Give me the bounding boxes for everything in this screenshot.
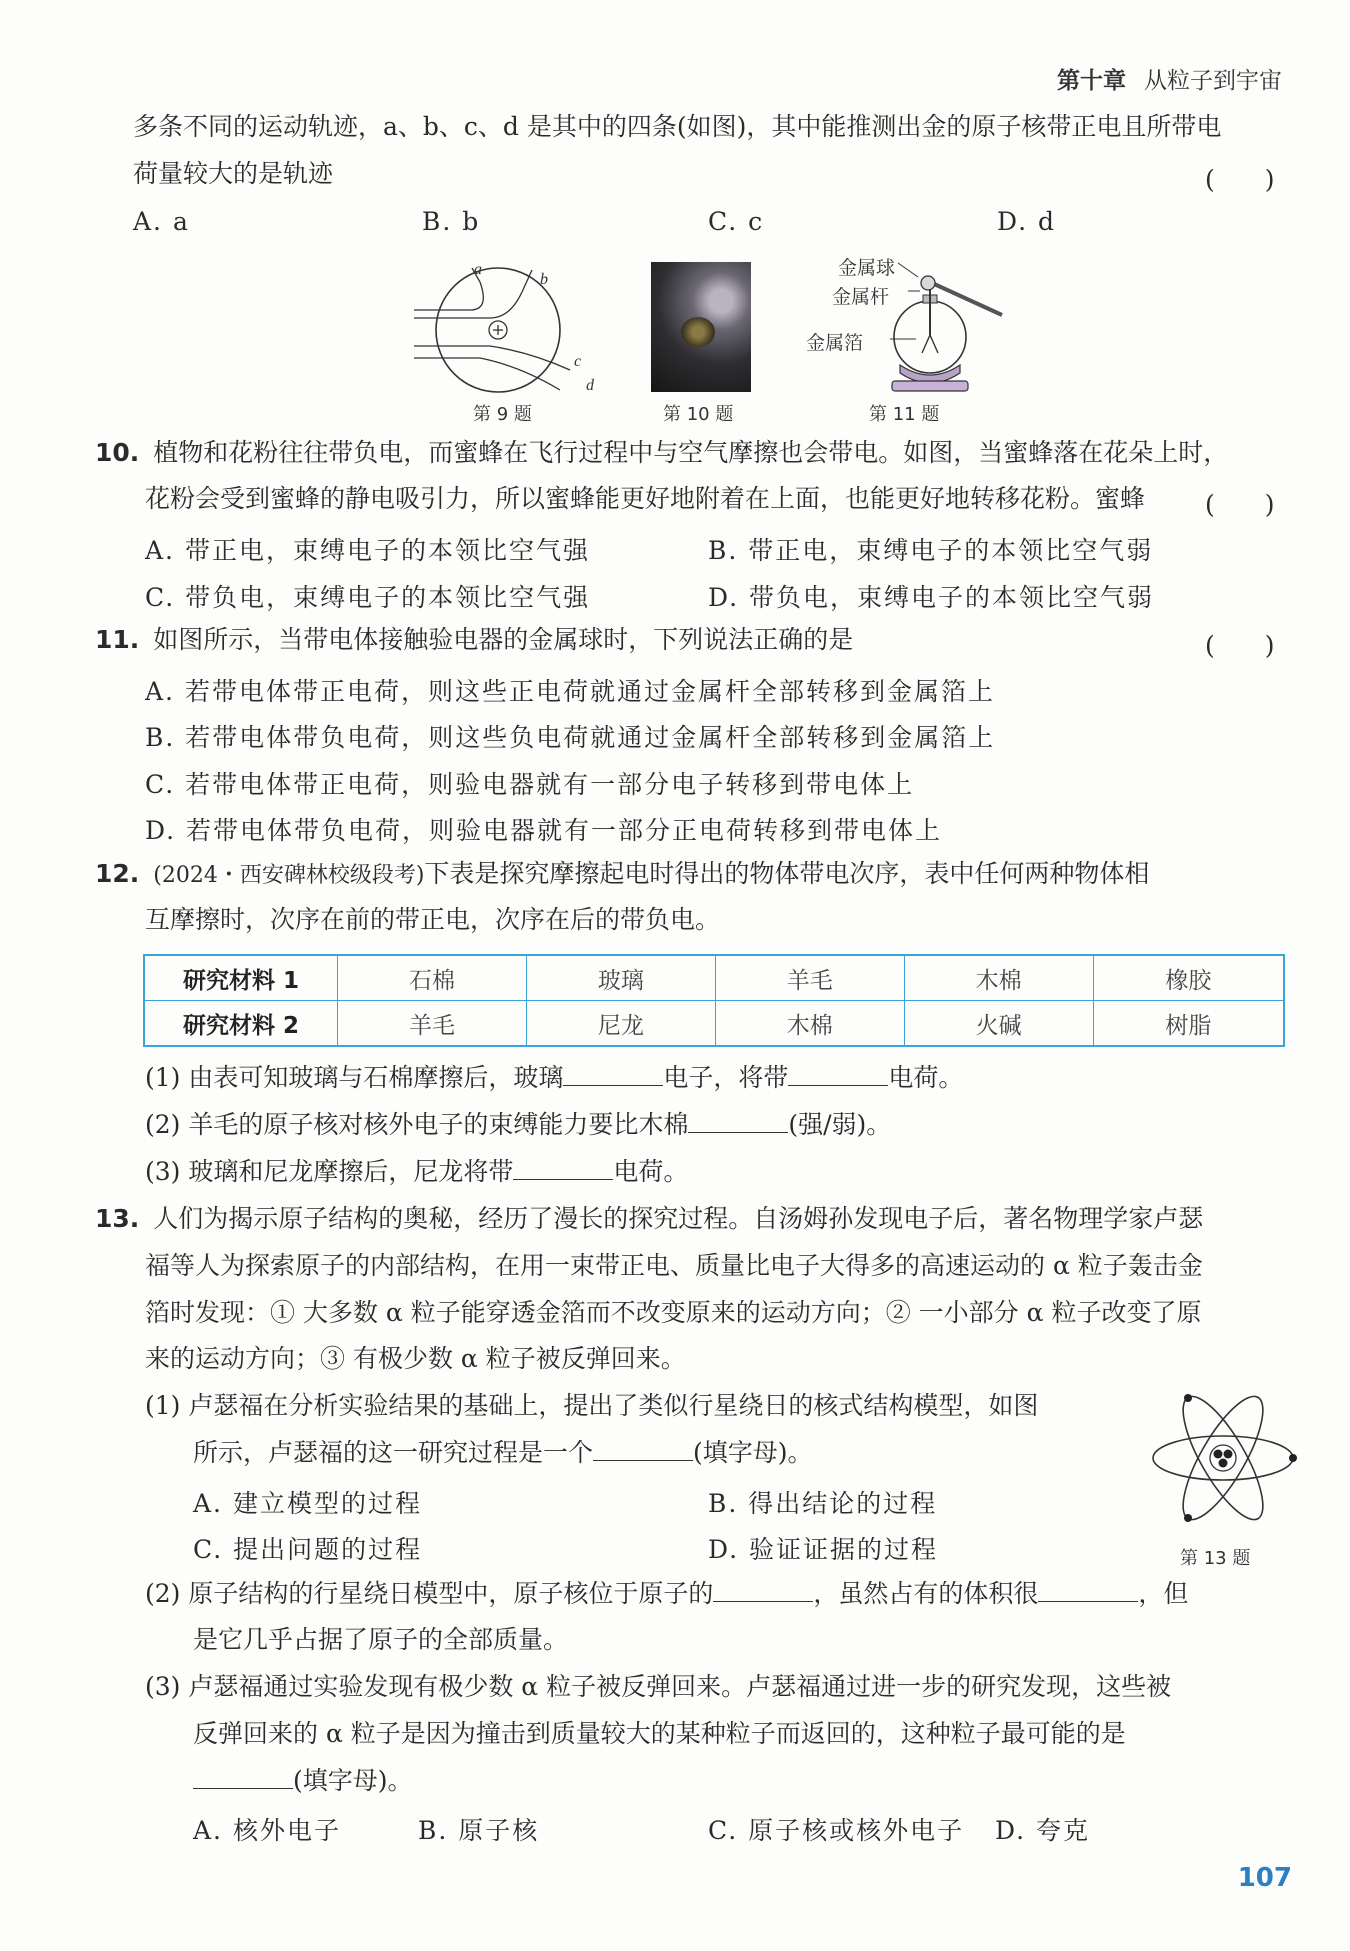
chapter-title: 从粒子到宇宙 [1144, 68, 1282, 94]
q10-number: 10. [95, 438, 140, 467]
q11-option-c: C. 若带电体带正电荷，则验电器就有一部分电子转移到带电体上 [145, 770, 915, 799]
chapter-number: 第十章 [1057, 68, 1126, 94]
q13-sub1-line2 [193, 1436, 813, 1470]
table-cell: 尼龙 [526, 1001, 715, 1047]
page-number: 107 [1237, 1863, 1292, 1893]
q12-text-line1: 下表是探究摩擦起电时得出的物体带电次序，表中任何两种物体相 [424, 859, 1150, 888]
q10-line1 [95, 436, 1228, 470]
q9-text-line2: 荷量较大的是轨迹 [133, 159, 334, 188]
q9-answer-paren: ( ) [1205, 165, 1275, 194]
answer-blank[interactable] [1038, 1579, 1138, 1602]
q13-sub3-line2: 反弹回来的 α 粒子是因为撞击到质量较大的某种粒子而返回的，这种粒子最可能的是 [193, 1719, 1126, 1748]
figure-10-bee-photo [651, 262, 751, 392]
q12-sub1-text-a: (1) 由表可知玻璃与石棉摩擦后，玻璃 [145, 1063, 564, 1092]
table-cell: 羊毛 [715, 955, 904, 1001]
q11-option-b: B. 若带电体带负电荷，则这些负电荷就通过金属杆全部转移到金属箔上 [145, 723, 996, 752]
q13-sub3-option-b: B. 原子核 [418, 1816, 540, 1845]
figure-9-scattering-diagram [410, 262, 600, 402]
q11-line1 [95, 623, 853, 657]
q13-sub1-text-b: 所示，卢瑟福的这一研究过程是一个 [193, 1438, 594, 1467]
fig9-label-d: d [586, 377, 594, 394]
q10-answer-paren: ( ) [1205, 490, 1275, 519]
fig11-label-foil: 金属箔 [806, 332, 864, 354]
q12-sub2-text-a: (2) 羊毛的原子核对核外电子的束缚能力要比木棉 [145, 1110, 689, 1139]
table-cell: 羊毛 [338, 1001, 527, 1047]
q13-sub1-text-c: (填字母)。 [693, 1438, 813, 1467]
q13-sub2-text-c: ，但 [1138, 1579, 1189, 1608]
table-cell: 火碱 [904, 1001, 1093, 1047]
q12-sub3-text-b: 电荷。 [613, 1157, 689, 1186]
answer-blank[interactable] [688, 1110, 788, 1133]
q9-option-c: C. c [708, 207, 765, 236]
q11-number: 11. [95, 625, 140, 654]
q13-text-line2: 福等人为探索原子的内部结构，在用一束带正电、质量比电子大得多的高速运动的 α 粒子轰击金 [145, 1251, 1203, 1280]
q11-option-a: A. 若带电体带正电荷，则这些正电荷就通过金属杆全部转移到金属箔上 [145, 677, 995, 706]
q13-sub2-text-b: ，虽然占有的体积很 [813, 1579, 1039, 1608]
figure-13-caption: 第 13 题 [1180, 1548, 1251, 1569]
fig11-label-ball: 金属球 [838, 257, 896, 279]
table-cell: 橡胶 [1093, 955, 1284, 1001]
chapter-header [1057, 62, 1282, 95]
q13-sub1-option-d: D. 验证证据的过程 [708, 1535, 939, 1564]
fig9-label-c: c [574, 353, 582, 370]
q13-sub1-option-a: A. 建立模型的过程 [193, 1489, 422, 1518]
q13-sub3-option-c: C. 原子核或核外电子 [708, 1816, 965, 1845]
q12-sub1 [145, 1061, 963, 1095]
q13-text-line1: 人们为揭示原子结构的奥秘，经历了漫长的探究过程。自汤姆孙发现电子后，著名物理学家卢瑟 [153, 1204, 1204, 1233]
table-row-header: 研究材料 1 [144, 955, 338, 1001]
figure-13-atom-model [1148, 1378, 1298, 1538]
q12-sub1-text-b: 电子，将带 [663, 1063, 789, 1092]
q12-line1 [95, 857, 1149, 893]
table-row [144, 955, 1284, 1001]
answer-blank[interactable] [713, 1579, 813, 1602]
answer-blank[interactable] [193, 1766, 293, 1789]
bee-shape [681, 317, 715, 347]
q10-option-d: D. 带负电，束缚电子的本领比空气弱 [708, 583, 1155, 612]
q13-sub3-line3 [193, 1764, 413, 1798]
q10-option-b: B. 带正电，束缚电子的本领比空气弱 [708, 536, 1154, 565]
q13-sub3-option-d: D. 夸克 [995, 1816, 1091, 1845]
q12-sub3-text-a: (3) 玻璃和尼龙摩擦后，尼龙将带 [145, 1157, 514, 1186]
q12-sub2 [145, 1108, 891, 1142]
q11-option-d: D. 若带电体带负电荷，则验电器就有一部分正电荷转移到带电体上 [145, 816, 943, 845]
q11-answer-paren: ( ) [1205, 631, 1275, 660]
q13-sub2-text-a: (2) 原子结构的行星绕日模型中，原子核位于原子的 [145, 1579, 714, 1608]
q11-text-line1: 如图所示，当带电体接触验电器的金属球时，下列说法正确的是 [153, 625, 854, 654]
q9-option-a: A. a [133, 207, 190, 236]
figure-11-caption: 第 11 题 [869, 404, 940, 425]
q13-sub3-text-c: (填字母)。 [293, 1766, 413, 1795]
q12-source: (2024・西安碑林校级段考) [153, 863, 425, 888]
q10-text-line2: 花粉会受到蜜蜂的静电吸引力，所以蜜蜂能更好地附着在上面，也能更好地转移花粉。蜜蜂 [145, 484, 1146, 513]
table-row-header: 研究材料 2 [144, 1001, 338, 1047]
triboelectric-series-table [143, 954, 1285, 1047]
q13-text-line4: 来的运动方向；③ 有极少数 α 粒子被反弹回来。 [145, 1344, 686, 1373]
q13-sub3-option-a: A. 核外电子 [193, 1816, 341, 1845]
table-row [144, 1001, 1284, 1047]
figure-9-caption: 第 9 题 [473, 404, 532, 425]
fig9-label-b: b [540, 271, 548, 288]
q9-option-d: D. d [997, 207, 1057, 236]
q13-sub1-option-b: B. 得出结论的过程 [708, 1489, 938, 1518]
q12-number: 12. [95, 859, 140, 888]
q12-sub2-text-b: (强/弱)。 [788, 1110, 892, 1139]
table-cell: 木棉 [715, 1001, 904, 1047]
q10-option-c: C. 带负电，束缚电子的本领比空气强 [145, 583, 591, 612]
fig9-label-a: a [474, 262, 482, 278]
q12-sub3 [145, 1155, 688, 1189]
q13-sub2-line1 [145, 1577, 1188, 1611]
table-cell: 玻璃 [526, 955, 715, 1001]
q10-option-a: A. 带正电，束缚电子的本领比空气强 [145, 536, 590, 565]
q13-number: 13. [95, 1204, 140, 1233]
q10-text-line1: 植物和花粉往往带负电，而蜜蜂在飞行过程中与空气摩擦也会带电。如图，当蜜蜂落在花朵上时， [153, 438, 1229, 467]
table-cell: 木棉 [904, 955, 1093, 1001]
fig11-label-rod: 金属杆 [832, 286, 890, 308]
answer-blank[interactable] [788, 1063, 888, 1086]
q13-sub3-line1: (3) 卢瑟福通过实验发现有极少数 α 粒子被反弹回来。卢瑟福通过进一步的研究发现，这些被 [145, 1672, 1172, 1701]
q9-text-line1: 多条不同的运动轨迹，a、b、c、d 是其中的四条(如图)，其中能推测出金的原子核带正电且所带电 [133, 112, 1222, 141]
q13-sub1-option-c: C. 提出问题的过程 [193, 1535, 423, 1564]
table-cell: 石棉 [338, 955, 527, 1001]
q13-text-line3: 箔时发现：① 大多数 α 粒子能穿透金箔而不改变原来的运动方向；② 一小部分 α 粒子改变了原 [145, 1298, 1202, 1327]
q9-option-b: B. b [422, 207, 481, 236]
q12-text-line2: 互摩擦时，次序在前的带正电，次序在后的带负电。 [145, 905, 721, 934]
answer-blank[interactable] [593, 1438, 693, 1461]
q12-sub1-text-c: 电荷。 [888, 1063, 964, 1092]
figure-10-caption: 第 10 题 [663, 404, 734, 425]
answer-blank[interactable] [513, 1157, 613, 1180]
q13-sub1-line1: (1) 卢瑟福在分析实验结果的基础上，提出了类似行星绕日的核式结构模型，如图 [145, 1391, 1039, 1420]
table-cell: 树脂 [1093, 1001, 1284, 1047]
q13-sub2-line2: 是它几乎占据了原子的全部质量。 [193, 1625, 569, 1654]
q13-line1 [95, 1202, 1203, 1236]
answer-blank[interactable] [563, 1063, 663, 1086]
figure-11-electroscope-diagram [870, 255, 1010, 400]
